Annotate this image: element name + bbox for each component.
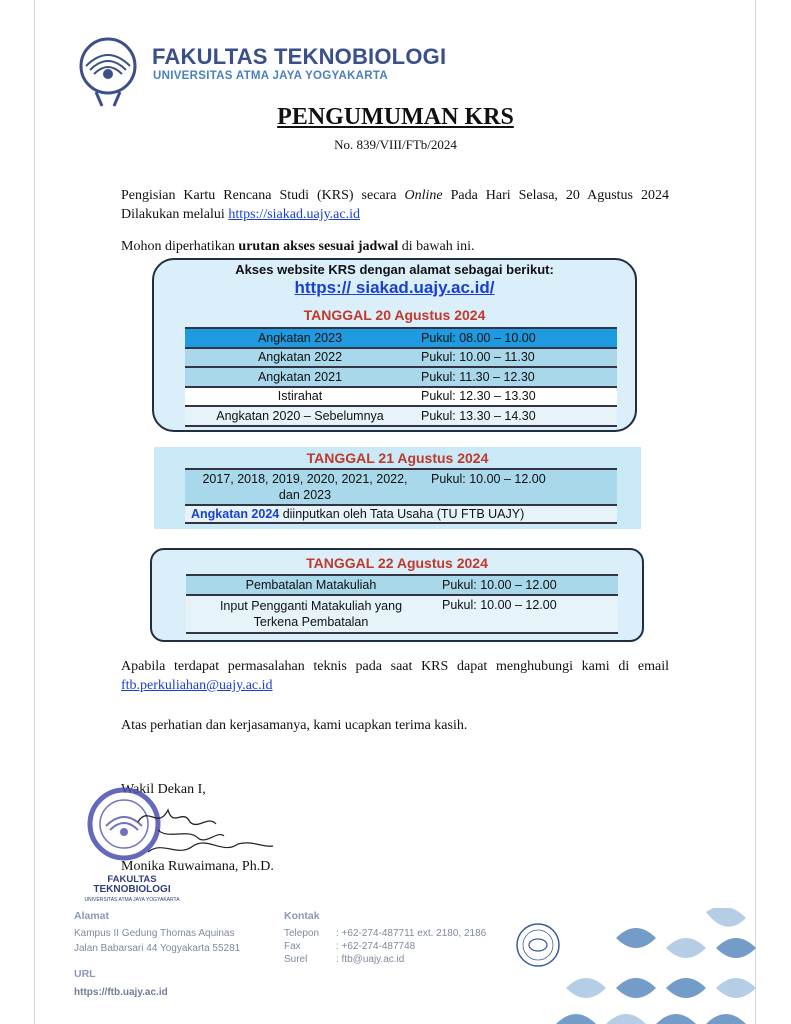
note-text: diinputkan oleh Tata Usaha (TU FTB UAJY)	[279, 507, 525, 521]
item-cell: Pembatalan Matakuliah	[186, 575, 436, 595]
footer-fax: : +62-274-487748	[336, 941, 416, 952]
schedule-table	[185, 468, 617, 524]
table-row	[186, 575, 618, 595]
paragraph-text: Pengisian Kartu Rencana Studi (KRS) secara	[121, 188, 405, 203]
group-cell: Angkatan 2021	[185, 367, 415, 387]
note-emphasis: Angkatan 2024	[191, 507, 280, 521]
online-emphasis: Online	[404, 188, 443, 203]
paragraph-text: Pada Hari Selasa, 20 Agustus 2024 Dilakukan melalui	[121, 188, 669, 222]
time-cell: Pukul: 10.00 – 11.30	[415, 348, 617, 368]
siakad-link[interactable]: https://siakad.uajy.ac.id	[228, 207, 360, 222]
footer-phone: : +62-274-487711 ext. 2180, 2186	[336, 928, 487, 939]
signatory-role: Wakil Dekan I,	[121, 782, 206, 797]
schedule-table	[186, 574, 618, 634]
paragraph-thanks: Atas perhatian dan kerjasamanya, kami ucapkan terima kasih.	[121, 718, 468, 733]
schedule-table	[185, 327, 617, 427]
footer-url-link[interactable]: https://ftb.uajy.ac.id	[74, 987, 168, 998]
paragraph-text: Apabila terdapat permasalahan teknis pada saat KRS dapat menghubungi kami di email	[121, 659, 669, 674]
footer-contact-heading: Kontak	[284, 910, 320, 922]
table-row	[185, 387, 617, 407]
group-cell: 2017, 2018, 2019, 2020, 2021, 2022, dan 2023	[185, 469, 425, 505]
doc-number: No. 839/VIII/FTb/2024	[334, 137, 457, 152]
schedule-box-20-aug	[152, 258, 637, 432]
time-cell: Pukul: 13.30 – 14.30	[415, 406, 617, 426]
paragraph-notice	[121, 237, 669, 256]
time-cell: Pukul: 10.00 – 12.00	[436, 595, 618, 633]
group-cell: Istirahat	[185, 387, 415, 407]
time-cell: Pukul: 10.00 – 12.00	[425, 469, 617, 505]
footer-address-heading: Alamat	[74, 910, 110, 922]
table-row	[185, 328, 617, 348]
footer-email[interactable]: : ftb@uajy.ac.id	[336, 954, 405, 965]
stamp-line: TEKNOBIOLOGI	[93, 884, 171, 895]
footer-decoration-pattern	[556, 908, 756, 1024]
doc-title: PENGUMUMAN KRS	[277, 104, 514, 130]
faculty-name: FAKULTAS TEKNOBIOLOGI	[152, 44, 447, 69]
table-row	[185, 469, 617, 505]
time-cell: Pukul: 08.00 – 10.00	[415, 328, 617, 348]
group-cell: Angkatan 2022	[185, 348, 415, 368]
schedule-box-21-aug	[154, 447, 641, 529]
stamp-line: FAKULTAS	[107, 874, 157, 885]
paragraph-text: di bawah ini.	[398, 239, 475, 254]
stamp-label	[76, 875, 188, 905]
box-url[interactable]	[154, 278, 635, 298]
certification-seal-icon	[515, 922, 561, 968]
url-host: siakad.uajy.ac.id/	[355, 278, 495, 297]
footer-phone-label: Telepon	[284, 928, 320, 939]
footer-fax-label: Fax	[284, 941, 301, 952]
date-heading: TANGGAL 22 Agustus 2024	[306, 555, 488, 571]
group-cell: Angkatan 2020 – Sebelumnya	[185, 406, 415, 426]
stamp-line: UNIVERSITAS ATMA JAYA YOGYAKARTA	[84, 897, 180, 903]
group-cell: Angkatan 2023	[185, 328, 415, 348]
table-row	[185, 505, 617, 523]
table-row	[185, 367, 617, 387]
paragraph-contact	[121, 657, 669, 695]
time-cell: Pukul: 10.00 – 12.00	[436, 575, 618, 595]
note-cell	[185, 505, 617, 523]
footer-url-heading: URL	[74, 968, 96, 980]
signatory-name: Monika Ruwaimana, Ph.D.	[121, 859, 274, 874]
footer-address-line: Jalan Babarsari 44 Yogyakarta 55281	[74, 943, 241, 954]
table-row	[185, 406, 617, 426]
table-row	[186, 595, 618, 633]
url-scheme: https://	[294, 278, 352, 297]
date-heading: TANGGAL 21 Agustus 2024	[306, 450, 489, 466]
item-cell: Input Pengganti Matakuliah yang Terkena Pembatalan	[186, 595, 436, 633]
university-logo-icon	[76, 36, 140, 108]
footer-email-label: Surel	[284, 954, 308, 965]
paragraph-text: Mohon diperhatikan	[121, 239, 239, 254]
time-cell: Pukul: 12.30 – 13.30	[415, 387, 617, 407]
date-heading: TANGGAL 20 Agustus 2024	[303, 307, 486, 323]
paragraph-intro	[121, 186, 669, 224]
university-name: UNIVERSITAS ATMA JAYA YOGYAKARTA	[153, 70, 388, 82]
time-cell: Pukul: 11.30 – 12.30	[415, 367, 617, 387]
email-link[interactable]: ftb.perkuliahan@uajy.ac.id	[121, 678, 273, 693]
table-row	[185, 348, 617, 368]
footer-address-line: Kampus II Gedung Thomas Aquinas	[74, 928, 235, 939]
notice-emphasis: urutan akses sesuai jadwal	[238, 239, 399, 254]
box-heading: Akses website KRS dengan alamat sebagai berikut:	[235, 262, 554, 277]
schedule-box-22-aug	[150, 548, 644, 642]
